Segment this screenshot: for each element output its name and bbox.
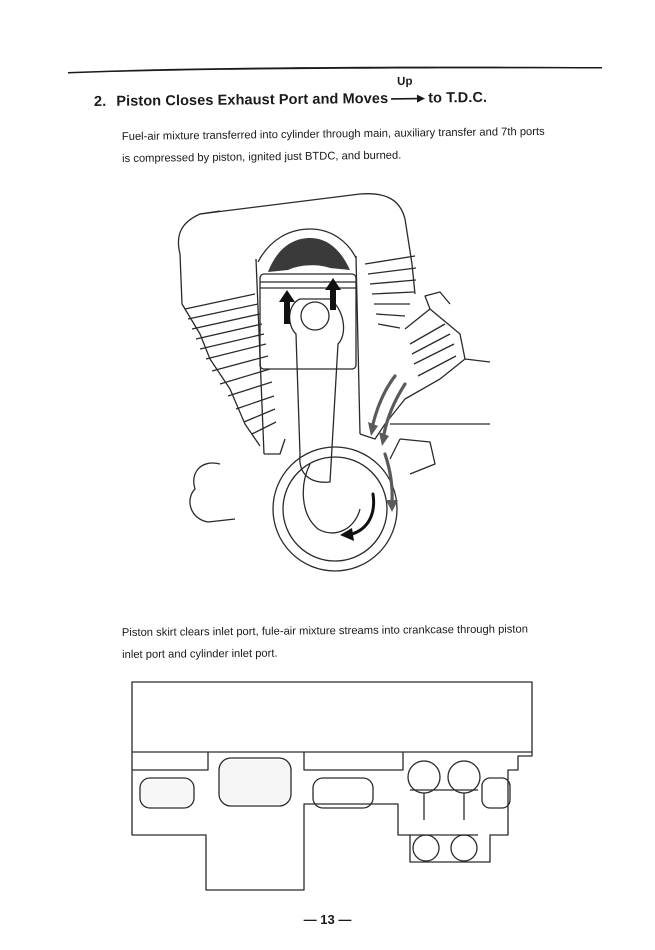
cooling-fins-right — [365, 256, 416, 328]
combustion-chamber — [268, 238, 350, 272]
upper-port-right — [448, 761, 480, 793]
paragraph-line: Piston skirt clears inlet port, fule-air mixture streams into crankcase through piston — [121, 623, 528, 640]
connecting-rod — [290, 299, 344, 482]
page-number: — 13 — — [303, 912, 352, 927]
section-title-end: to T.D.C. — [428, 89, 488, 107]
crankcase-swirl-arrow — [352, 494, 374, 534]
right-arrow-icon — [391, 95, 425, 103]
auxiliary-port — [482, 778, 510, 808]
description-paragraph-1 — [122, 121, 545, 170]
arrow-label: Up — [396, 75, 413, 88]
paragraph-line: is compressed by piston, ignited just BTDC, and burned. — [122, 149, 402, 165]
top-divider-rule — [68, 62, 602, 74]
up-arrow-symbol — [391, 75, 425, 105]
upper-port-left — [408, 761, 440, 793]
description-paragraph-2 — [122, 618, 528, 666]
section-number: 2. — [93, 93, 107, 110]
crank-flywheel — [273, 447, 397, 571]
paragraph-line: Fuel-air mixture transferred into cylinder through main, auxiliary transfer and 7th ports — [121, 125, 545, 144]
paragraph-line: inlet port and cylinder inlet port. — [122, 647, 278, 661]
piston-up-arrows — [279, 278, 341, 324]
section-title-start: Piston Closes Exhaust Port and Moves — [116, 90, 389, 110]
cylinder-port-layout-diagram — [128, 680, 538, 892]
lower-port-right — [451, 835, 477, 861]
engine-cross-section-diagram — [160, 184, 490, 574]
lower-port-left — [413, 835, 439, 861]
section-heading — [93, 75, 488, 110]
cylinder-barrel-left — [180, 254, 260, 446]
